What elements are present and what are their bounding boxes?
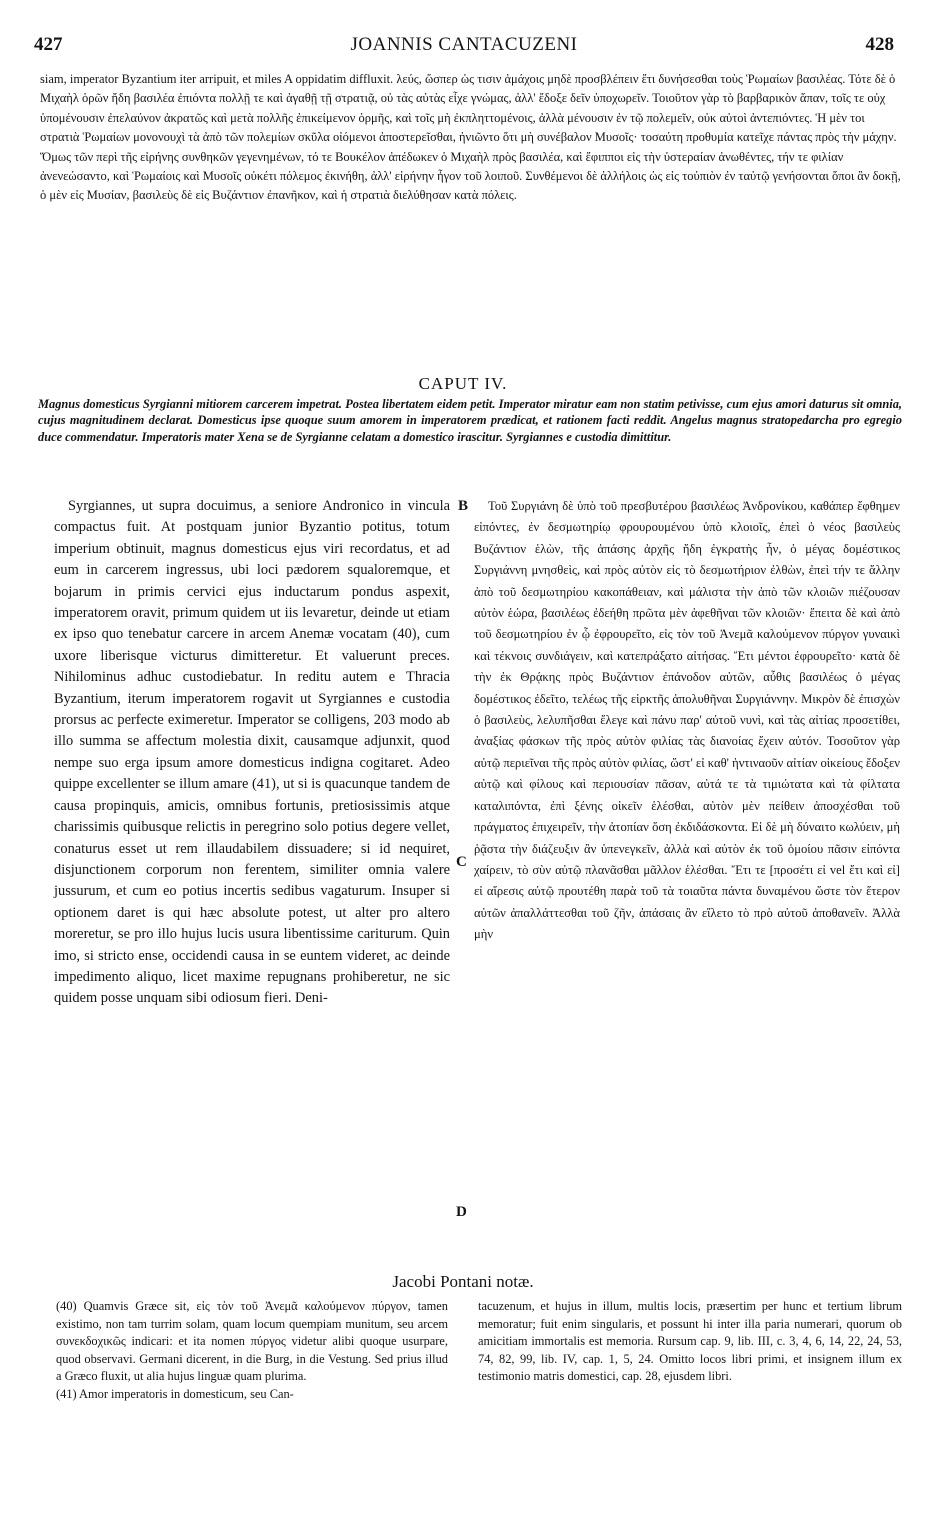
note-41-start: (41) Amor imperatoris in domesticum, seu Can- <box>56 1386 294 1401</box>
latin-fragment: siam, imperator Byzantium iter arripuit, et miles A oppidatim diffluxit. <box>40 72 394 86</box>
page-number-left: 427 <box>34 34 63 55</box>
continued-text-block <box>40 70 902 206</box>
greek-column <box>474 496 900 946</box>
margin-marker-c: C <box>456 854 467 870</box>
page-header <box>34 34 894 60</box>
notes-left-column <box>56 1298 448 1403</box>
margin-marker-d: D <box>456 1204 467 1220</box>
latin-paragraph: Syrgiannes, ut supra docuimus, a seniore Andronico in vincula compactus fuit. At postquam junior Byzantio potitus, totum imperium obtinuit, magnus domesticus ejus viri recordatus, et ad eum in carcerem ingressus, ubi loci pædorem squaloremque, et bojarum in primis cervici ejus inductarum pondus aspexit, imperatorem oravit, primum quidem ut iis levaretur, deinde ut etiam ex ipso quo tenebatur carcere in arcem Anemæ vocatam (40), cum uxore liberisque victurus dimitteretur. Et valuerunt preces. Nihilominus adhuc custodiebatur. In reditu autem e Thracia Byzantium, iterum imperatorem rogavit ut Syrgiannes e custodia prorsus ac perfecte eximeretur. Imperator se colligens, 203 modo ab illo summa se affectum molestia dixit, causamque adjunxit, quod nempe suo erga ipsum amore domesticus indigna cogitaret. Adeo quippe excellenter se illum amare (41), ut si is quacunque tandem de causa propinquis, amicis, omnibus fortunis, pretiosissimis atque charissimis quibusque relictis in peregrino solo potius degere vellet, conaturus esset ut rem illaudabilem dissuadere; si id nequiret, disjunctionem corporum non ferentem, similiter omnia valere jussurum, et cum eo potius incertis sedibus vagaturum. Insuper si optionem daret is qui hæc absolute potest, ut alter pro altero moreretur, se pro illo hujus lucis usura libentissime cariturum. Quin imo, si stricto ense, occidendi causa in se euntem videret, ac deinde impedimento aliquo, licet maxime repugnans prohiberetur, ne sic quidem posse unquam sibi odiosum fieri. Deni- <box>54 498 450 1007</box>
notes-heading: Jacobi Pontani notæ. <box>392 1272 534 1291</box>
note-40: (40) Quamvis Græce sit, εἰς τὸν τοῦ Ἀνεμᾶ καλούμενον πύργον, tamen existimo, non tam turrim solam, quam locum quempiam munitum, seu arcem συνεκδοχικῶς indicari: et ita nomen πύργος videtur alibi quoque usurpare, quod observavi. Germani dicerent, in die Burg, in die Vestung. Sed prius illud a Græco fluxit, ut alia hujus linguæ quam plurima. <box>56 1299 448 1383</box>
greek-continued-text: λεύς, ὥσπερ ὡς τισιν ἀμάχοις μηδὲ προσβλέπειν ἔτι δυνήσεσθαι τοὺς Ῥωμαίων βασιλέας. Τότε δὲ ὁ Μιχαὴλ ὁρῶν ἤδη βασιλέα ἐπιόντα πολλῇ τε καὶ ἀγαθῇ τῇ στρατιᾷ, οὐ τὰς αὐτὰς εἶχε γνώμας, ἀλλ' ἔδοξε δεῖν ὑποχωρεῖν. Τοιοῦτον γὰρ τὸ βαρβαρικὸν ἅπαν, τοῖς τε οὐχ ὑπομένουσιν ἐπελαύνον ἀκρατῶς καὶ μετὰ πολλῆς ἐπικείμενον ὁρμῆς, καὶ τοῖς μὴ ἐκπληττομένοις, ἀλλὰ μένουσιν ἐν τῷ πολεμεῖν, οὐκ αὐτοὶ ἀντεπιόντες. Ἡ μὲν τοι στρατιὰ Ῥωμαίων μονονουχὶ τὰ ἀπὸ τῶν πολεμίων σκῦλα οἰόμενοι ἀποστερεῖσθαι, ἠνιῶντο ὅτι μὴ συνέβαλον Μυσοῖς· τοσαύτη προθυμία κατεῖχε πάντας πρὸς τὴν μάχην. Ὅμως τῶν περὶ τῆς εἰρήνης συνθηκῶν γεγενημένων, τό τε Βουκέλον ἀπέδωκεν ὁ Μιχαὴλ πρὸς βασιλέα, καὶ ἔφιπποι εἰς τὴν ὑστεραίαν ἀνωθέντες, τήν τε φιλίαν ἀνενεώσαντο, καὶ Ῥωμαίοις καὶ Μυσοῖς οὐκέτι πόλεμος ἐκινήθη, ἀλλ' εἰρήνην ἦγον τοῦ λοιποῦ. Συνθέμενοι δὲ ἀλλήλοις ὡς εἰς τοὐπιὸν ἐν ταὐτῷ γενήσονται ὅποι ἂν δοκῇ, ὁ μὲν εἰς Μυσίαν, βασιλεὺς δὲ εἰς Βυζάντιον ἐπανῆκον, καὶ ἡ στρατιὰ διελύθησαν κατὰ πόλεις. <box>40 72 901 203</box>
chapter-summary: Magnus domesticus Syrgianni mitiorem carcerem impetrat. Postea libertatem eidem petit. Imperator miratur eam non statim petivisse, cum ejus amori daturus sit omnia, cujus magnitudinem declarat. Domesticus ipse quoque suum amorem in imperatorem prædicat, et rationem facti reddit. Angelus magnus stratopedarcha pro egregio duce commendatur. Imperatoris mater Xena se de Syrgianne celatam a domestico irascitur. Syrgiannes e custodia dimittitur. <box>38 397 902 444</box>
chapter-heading: CAPUT IV. <box>418 374 508 393</box>
margin-marker-b: B <box>458 498 469 514</box>
notes-right-column <box>478 1298 902 1386</box>
page-number-right: 428 <box>865 34 894 55</box>
note-41-continued: tacuzenum, et hujus in illum, multis locis, præsertim per hunc et tertium librum memoratur; fuit enim singularis, et possunt hi inter illa paria numerari, quorum ob amicitiam immortalis est memoria. Rursum cap. 9, lib. III, c. 3, 4, 6, 14, 22, 24, 53, 74, 82, 99, lib. IV, cap. 1, 5, 24. Omitto locos libri primi, et insignem illum ex testimonio matris domestici, cap. 28, ejusdem libri. <box>478 1299 902 1383</box>
latin-column <box>54 496 450 1010</box>
running-title: JOANNIS CANTACUZENI <box>350 34 578 55</box>
greek-paragraph: Τοῦ Συργιάνη δὲ ὑπὸ τοῦ πρεσβυτέρου βασιλέως Ἀνδρονίκου, καθάπερ ἔφθημεν εἰπόντες, ἐν δεσμωτηρίῳ φρουρουμένου ὑπὸ κλοιοῖς, ἐπεὶ ὁ νέος βασιλεὺς Βυζάντιον ἑλὼν, τῆς ἁπάσης ἀρχῆς ἤδη ἐγκρατὴς ἦν, ὁ μέγας δομέστικος Συργιάννη μνησθεὶς, καὶ πρὸς αὐτὸν εἰς τὸ δεσμωτήριον ἐλθὼν, ἐπεὶ τήν τε ἄλλην ἀπὸ τοῦ δεσμωτηρίου κακοπάθειαν, καὶ μάλιστα τὴν ἀπὸ τῶν κλοιῶν πιέζουσαν αὐτὸν ἑώρα, βασιλέως ἐδεήθη πρῶτα μὲν ἀφεθῆναι τῶν κλοιῶν· ἔπειτα δὲ καὶ ἀπὸ τοῦ δεσμωτηρίου ἐν ᾧ ἐφρουρεῖτο, εἰς τὸν τοῦ Ἀνεμᾶ καλούμενον πύργον γυναικὶ καὶ τέκνοις συνδιάγειν, καὶ κατεπράξατο αἰτήσας. Ἔτι μέντοι ἐφρουρεῖτο· κατὰ δὲ τὴν ἐκ Θρᾴκης πρὸς Βυζάντιον ἐπάνοδον αὐτῶν, αὖθις βασιλέως ὁ μέγας δομέστικος ἐδεῖτο, τελέως τῆς εἱρκτῆς ἀπολυθῆναι Συργιάννην. Μικρὸν δὲ ἐπισχὼν ὁ βασιλεὺς, λελυπῆσθαι ἔλεγε καὶ πάνυ παρ' αὐτοῦ νυνὶ, καὶ τὰς αἰτίας προσετίθει, ἀναξίας φάσκων τῆς πρὸς αὐτὸν φιλίας τὰς διανοίας ἔχειν αὐτόν. Τοσοῦτον γὰρ αὐτῷ περιεῖναι τῆς πρὸς αὐτὸν φιλίας, ὥστ' εἰ καθ' ἡντιναοῦν αἰτίαν οἰκείους ἔδοξεν αὐτῷ καὶ φίλους καὶ περιουσίαν πᾶσαν, αὐτά τε τὰ τιμιώτατα καὶ τὰ φίλτατα καταλιπόντα, ἐπὶ ξένης οἰκεῖν ἑλέσθαι, αὐτὸν μὲν πείθειν ἀποσχέσθαι τοῦ πράγματος ἐπιχειρεῖν, τὴν ἀτοπίαν ὅση ἐκδιδάσκοντα. Εἰ δὲ μὴ δύναιτο κωλύειν, μὴ ῥᾷστα τὴν διάζευξιν ἂν ὑπενεγκεῖν, ἀλλὰ καὶ αὐτὸν ἐκ τοῦ ὁμοίου πᾶσιν εἰπόντα χαίρειν, τὸ σὺν αὐτῷ πλανᾶσθαι μᾶλλον ἑλέσθαι. Ἔτι τε [προσέτι εἰ vel ἔτι καὶ εἰ] εἰ αἵρεσις αὐτῷ προυτέθη παρὰ τοῦ τὰ τοιαῦτα πάντα δυναμένου ὥστε τὸν ἕτερον αὐτῶν ἀπαλλάττεσθαι τοῦ ζῆν, ἀπάσαις ἂν εἵλετο τὸ πρὸ αὐτοῦ ἀποθανεῖν. Ἀλλὰ μὴν <box>474 499 900 942</box>
